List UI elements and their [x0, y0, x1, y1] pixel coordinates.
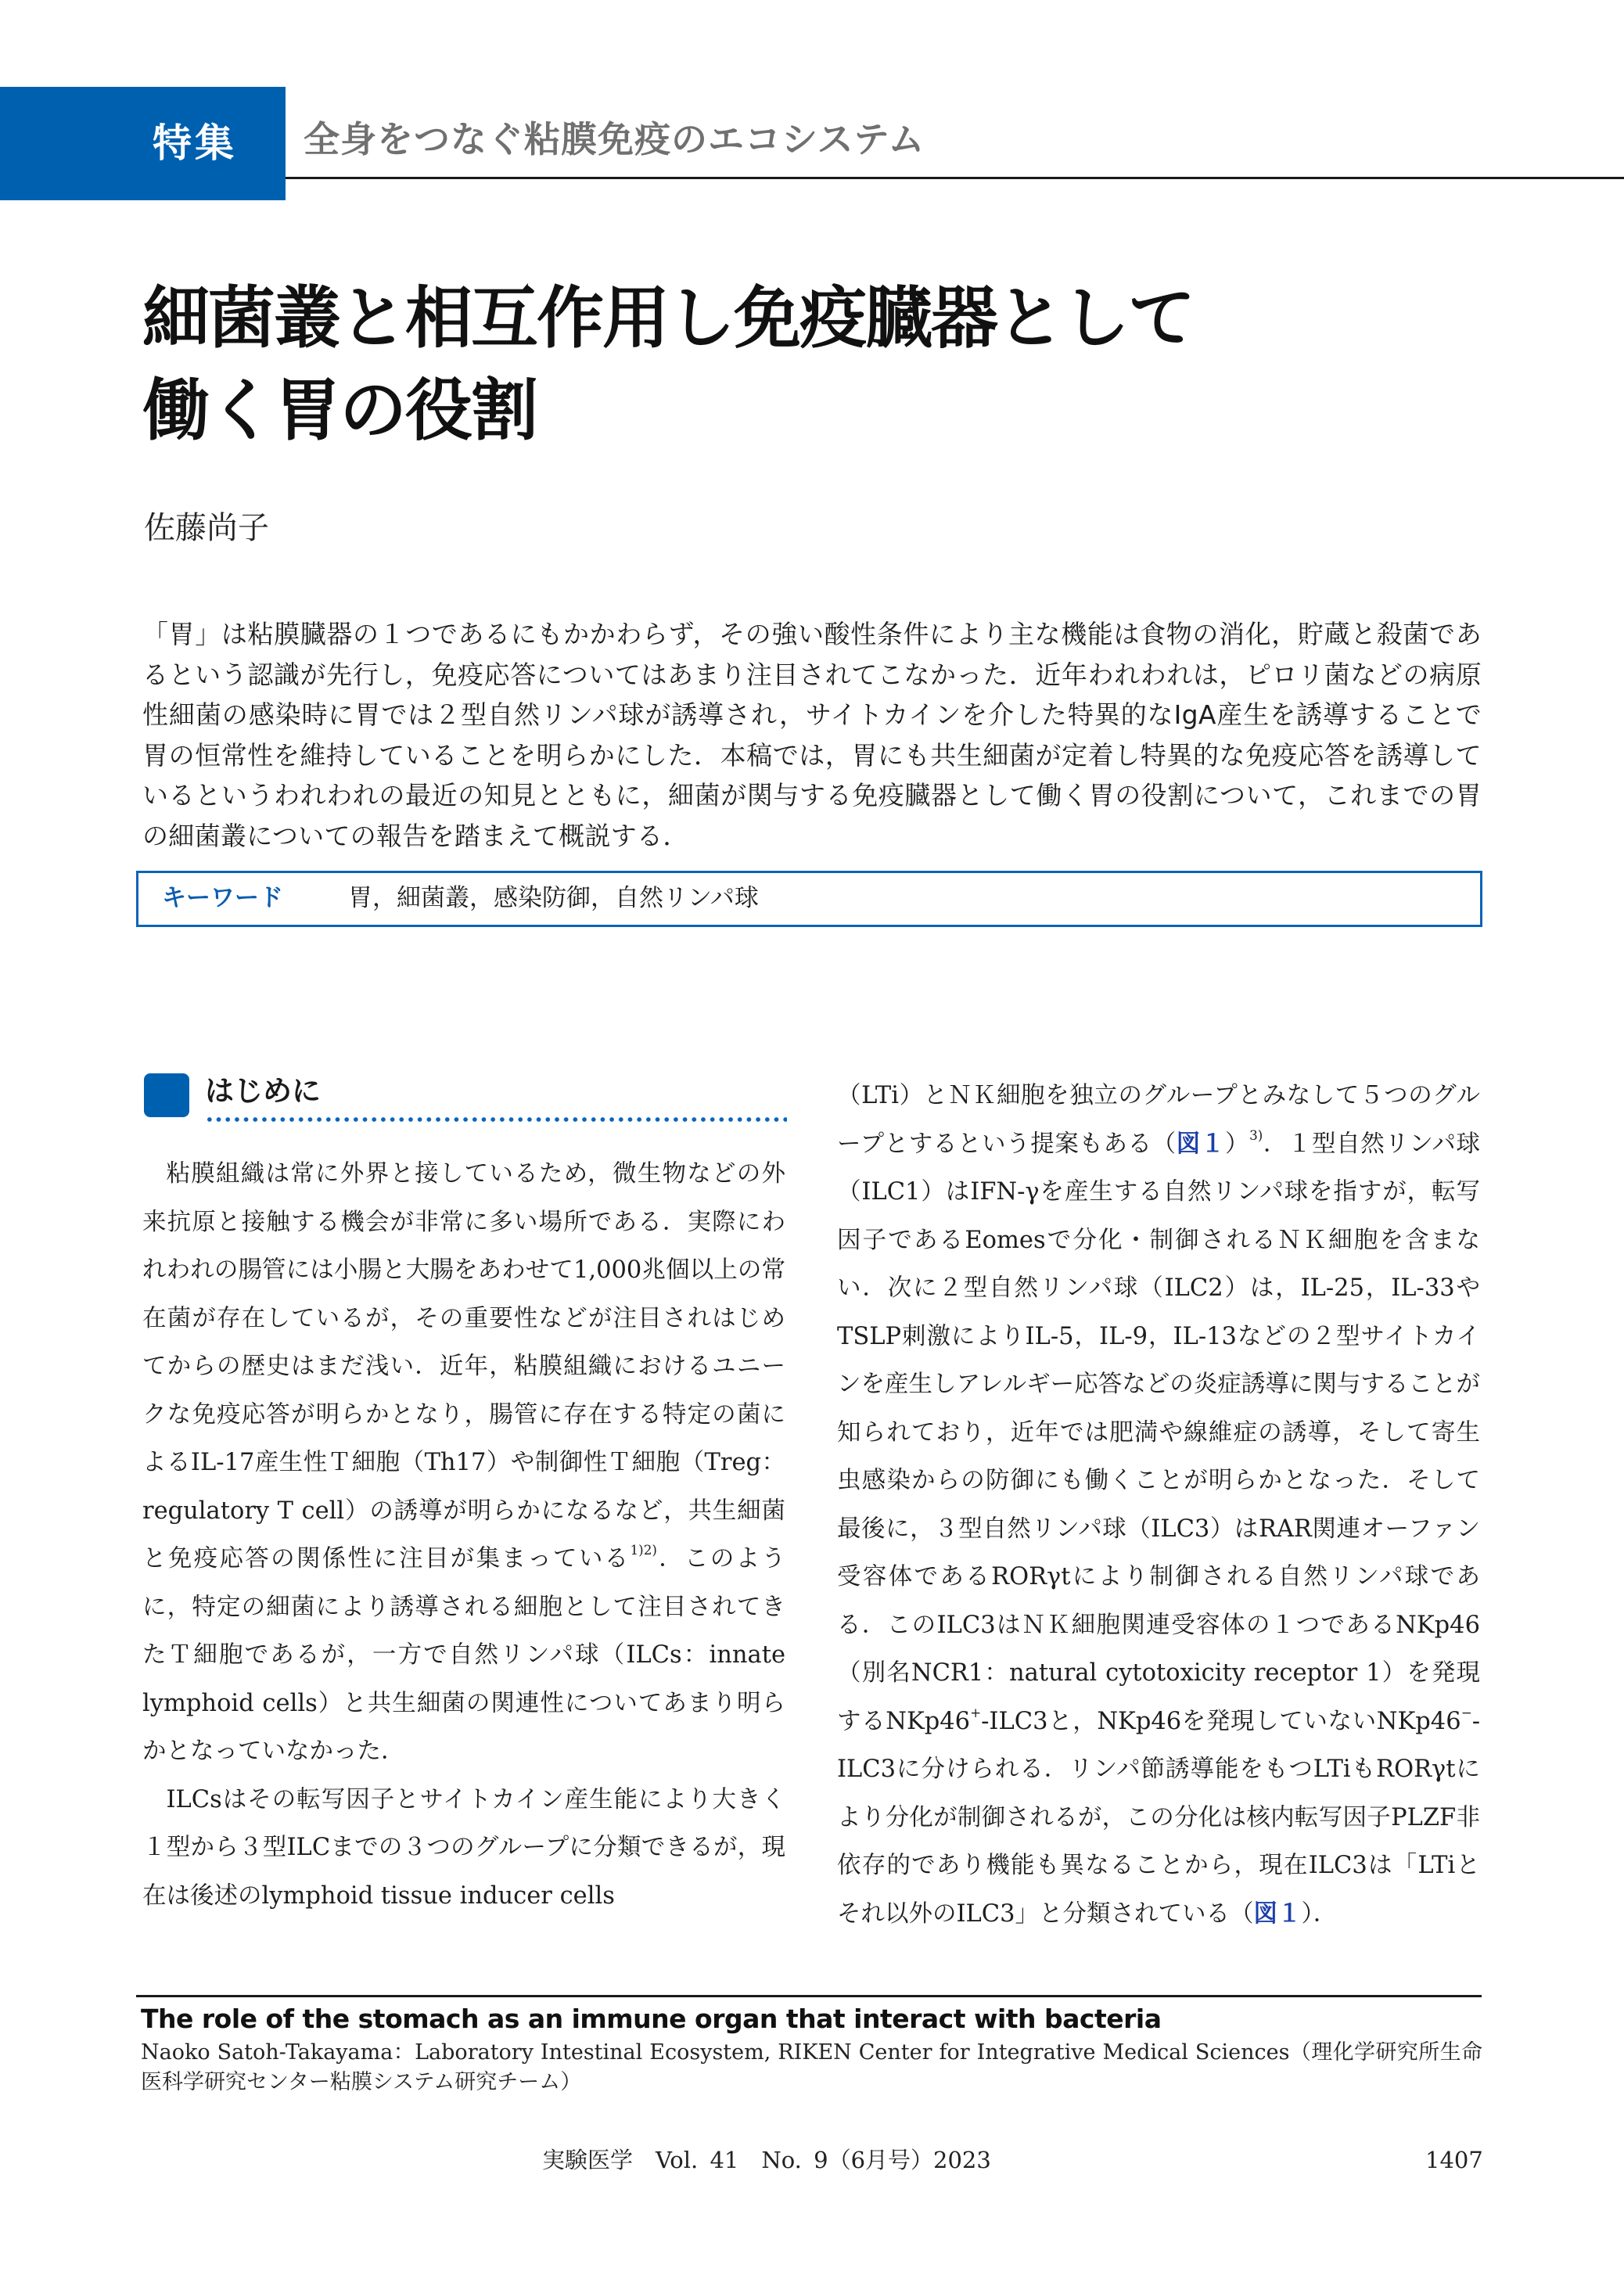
abstract: 「胃」は粘膜臓器の１つであるにもかかわらず，その強い酸性条件により主な機能は食物の消化，貯蔵と殺菌であるという認識が先行し，免疫応答についてはあまり注目されてこなかった．近年われわれは，ピロリ菌などの病原性細菌の感染時に胃では２型自然リンパ球が誘導され，サイトカインを介した特異的なIgA産生を誘導することで胃の恒常性を維持していることを明らかにした．本稿では，胃にも共生細菌が定着し特異的な免疫応答を誘導しているというわれわれの最近の知見とともに，細菌が関与する免疫臓器として働く胃の役割について，これまでの胃の細菌叢についての報告を踏まえて概説する． [142, 619, 1482, 851]
superscript-minus: − [1461, 1704, 1472, 1720]
keyword-values: 胃，細菌叢，感染防御，自然リンパ球 [348, 884, 759, 912]
article-title-line-1: 細菌叢と相互作用し免疫臓器として [142, 279, 1194, 358]
header-rule [286, 177, 1624, 179]
author-name: 佐藤尚子 [144, 510, 269, 546]
paragraph-2-continued [837, 1072, 1480, 1938]
body-column-left [142, 1070, 785, 1920]
paragraph-2-text-e: -ILC3に分けられる．リンパ節誘導能をもつLTiもRORγtにより分化が制御されるが，この分化は核内転写因子PLZF非依存的であり機能も異なることから，現在ILC3は「LTiとそれ以外のILC3」と分類されている（ [837, 1707, 1480, 1928]
series-title: 全身をつなぐ粘膜免疫のエコシステム [304, 118, 925, 160]
keyword-label: キーワード [162, 884, 283, 912]
series-label-band [0, 87, 286, 200]
section-title: はじめに [205, 1074, 321, 1108]
paragraph-2-text-d: -ILC3と，NKp46を発現していないNKp46 [981, 1707, 1461, 1735]
paragraph-1 [142, 1150, 785, 1776]
body-column-right [837, 1072, 1480, 1938]
paragraph-2-text-b: ） [1224, 1130, 1250, 1158]
page-number: 1407 [1425, 2147, 1483, 2173]
paragraph-1-text-b: ．このように，特定の細菌により誘導される細胞として注目されてきたＴ細胞であるが，一方で自然リンパ球（ILCs：innate lymphoid cells）と共生細菌の関連性についてあまり明らかとなっていなかった． [142, 1545, 786, 1765]
citation-3[interactable]: 3) [1249, 1127, 1263, 1143]
article-title-line-2: 働く胃の役割 [142, 372, 537, 450]
section-marker-square-icon [144, 1073, 189, 1117]
paragraph-2-text-c: ．１型自然リンパ球（ILC1）はIFN-γを産生する自然リンパ球を指すが，転写因子であるEomesで分化・制御されるＮＫ細胞を含まない．次に２型自然リンパ球（ILC2）は，IL-25，IL-33やTSLP刺激によりIL-5，IL-9，IL-13などの２型サイトカインを産生しアレルギー応答などの炎症誘導に関与することが知られており，近年では肥満や線維症の誘導，そして寄生虫感染からの防御にも働くことが明らかとなった．そして最後に，３型自然リンパ球（ILC3）はRAR関連オーファン受容体であるRORγtにより制御される自然リンパ球である．このILC3はＮＫ細胞関連受容体の１つであるNKp46（別名NCR1：natural cytotoxicity receptor 1）を発現するNKp46 [837, 1130, 1480, 1735]
figure-1-reference[interactable]: 図１ [1176, 1130, 1225, 1158]
paragraph-2-text-a-cont: （LTi）とＮＫ細胞を独立のグループとみなして５つのグループとするという提案もある（ [837, 1082, 1480, 1158]
paragraph-2-text-f: ）． [1301, 1899, 1338, 1928]
footer-rule [136, 1995, 1482, 1997]
section-heading [142, 1070, 785, 1119]
paragraph-2-text-a: ILCsはその転写因子とサイトカイン産生能により大きく１型から３型ILCまでの３つのグループに分類できるが，現在は後述のlymphoid tissue inducer cells [142, 1785, 785, 1910]
author-affiliation: Naoko Satoh-Takayama：Laboratory Intestinal Ecosystem, RIKEN Center for Integrative Medical Sciences（理化学研究所生命医科学研究センター粘膜システム研究チーム） [141, 2040, 1482, 2094]
paragraph-2 [142, 1776, 785, 1921]
paragraph-1-text-a: 粘膜組織は常に外界と接しているため，微生物などの外来抗原と接触する機会が非常に多い場所である．実際にわれわれの腸管には小腸と大腸をあわせて1,000兆個以上の常在菌が存在しているが，その重要性などが注目されはじめてからの歴史はまだ浅い．近年，粘膜組織におけるユニークな免疫応答が明らかとなり，腸管に存在する特定の菌によるIL-17産生性Ｔ細胞（Th17）や制御性Ｔ細胞（Treg：regulatory T cell）の誘導が明らかになるなど，共生細菌と免疫応答の関係性に注目が集まっている [142, 1160, 785, 1572]
figure-1-reference-2[interactable]: 図１ [1253, 1899, 1302, 1928]
section-dotted-rule [205, 1117, 787, 1122]
article-title [142, 272, 1511, 457]
journal-info: 実験医学 Vol. 41 No. 9（6月号）2023 [542, 2147, 991, 2173]
superscript-plus: + [970, 1704, 982, 1720]
citation-1-2[interactable]: 1)2) [630, 1541, 657, 1558]
series-label: 特集 [153, 120, 237, 166]
english-title: The role of the stomach as an immune organ that interact with bacteria [141, 2004, 1162, 2034]
keyword-box [136, 871, 1482, 927]
